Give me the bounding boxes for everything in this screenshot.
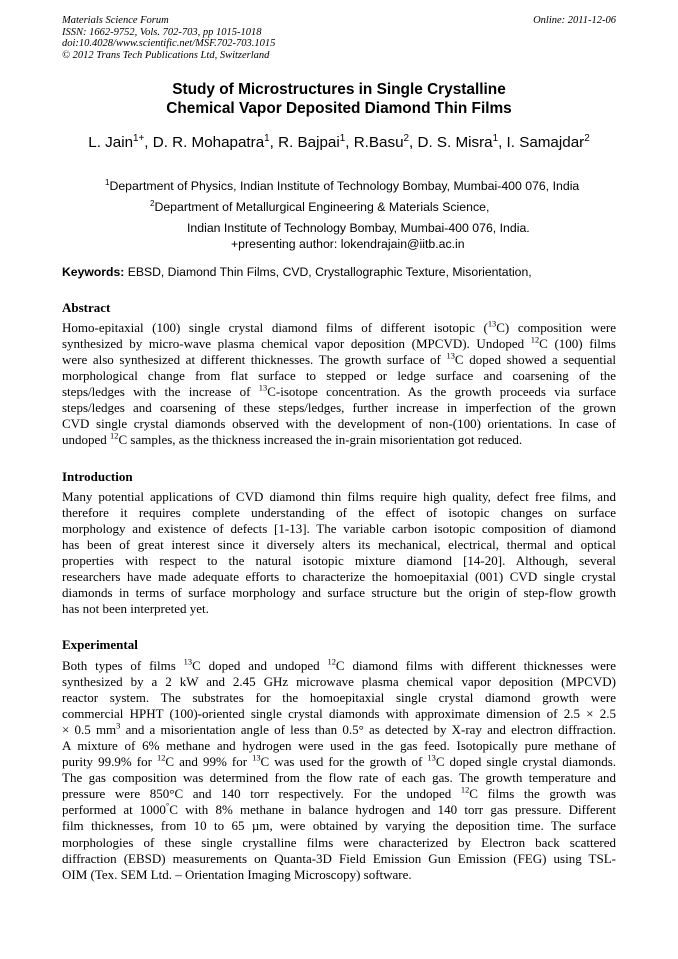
text-line: properties with respect to the natural isotopic mixture diamond [14-20]. Although, several [62, 553, 616, 569]
affiliation-2-continued: Indian Institute of Technology Bombay, Mumbai-400 076, India. [187, 221, 530, 235]
affiliation-1 [105, 178, 579, 194]
keywords [62, 265, 532, 280]
text-line: diamonds in terms of surface morphology and surface structure but the origin of step-flow growth [62, 585, 616, 601]
text-line: synthesized by micro-wave plasma chemical vapor deposition (MPCVD). Undoped $^{12}$C (100) films [62, 336, 616, 352]
text-line: performed at 1000°C with 8% methane in balance hydrogen and 140 torr gas pressure. Different [62, 802, 616, 818]
title-line-2: Chemical Vapor Deposited Diamond Thin Films [166, 100, 512, 117]
text-line: OIM (Tex. SEM Ltd. – Orientation Imaging Microscopy) software. [62, 866, 412, 882]
text-line: commercial HPHT (100)-oriented single crystal diamonds with approximate dimension of 2.5 × 2.5 [62, 706, 616, 722]
author-affiliation-marker: 2 [584, 132, 590, 144]
presenting-author: +presenting author: lokendrajain@iitb.ac.in [231, 237, 465, 251]
text-line: morphologies of these single crystalline films were characterized by Electron back scattered [62, 834, 616, 850]
text-line: has not been interpreted yet. [62, 601, 209, 617]
affiliation-2-marker: 2 [150, 198, 155, 208]
text-line: Many potential applications of CVD diamond thin films require high quality, defect free films, and [62, 489, 616, 504]
author-affiliation-marker: 1+ [133, 132, 145, 144]
text-line: steps/ledges with the increase of $^{13}$C-isotope concentration. As the growth proceeds via surface [62, 384, 616, 400]
journal-name: Materials Science Forum [62, 15, 169, 26]
text-line: Both types of films $^{13}$C doped and undoped $^{12}$C diamond films with different thicknesses were [62, 658, 616, 673]
author-affiliation-marker: 2 [403, 132, 410, 144]
introduction-heading: Introduction [62, 469, 133, 484]
text-line: were also synthesized at different thicknesses. The growth surface of $^{13}$C doped showed a sequential [62, 352, 616, 368]
text-line: morphological change from flat surface to stepped or ledge surface and coarsening of the [62, 368, 616, 384]
author-name: D. S. Misra [417, 134, 493, 151]
author-affiliation-marker: 1 [492, 132, 499, 144]
text-line: has been of great interest since it diversely alters its mechanical, electrical, thermal and optical [62, 537, 616, 553]
text-line: × 0.5 $mm^3$ and a misorientation angle of less than 0.5° as detected by X-ray and electron diffraction. [62, 722, 616, 738]
text-line: synthesized by a 2 kW and 2.45 GHz microwave plasma chemical vapor deposition (MPCVD) [62, 674, 616, 690]
text-line: purity 99.9% for $^{12}$C and 99% for $^{13}$C was used for the growth of $^{13}$C doped single crystal diamonds. [62, 754, 616, 770]
text-line: undoped $^{12}$C samples, as the thickness increased the in-grain misorientation got reduced. [62, 432, 523, 448]
text-line: researchers have made adequate efforts to characterize the homoepitaxial (001) CVD single crystal [62, 569, 616, 585]
text-line: steps/ledges and coarsening of these steps/ledges, further increase in imperfection of the grown [62, 400, 616, 416]
text-line: morphology and existence of defects [1-13]. The variable carbon isotopic composition of diamond [62, 521, 616, 537]
author-list: L. Jain$^{1+}$, D. R. Mohapatra$^1$, R. Bajpai$^1$, R.Basu$^2$, D. S. Misra$^1$, I. Samajdar$^2$ [88, 132, 590, 151]
text-line: A mixture of 6% methane and hydrogen were used in the gas feed. Isotopically pure methane of [62, 738, 616, 754]
text-line: diffraction (EBSD) measurements on Quanta-3D Field Emission Gun Emission (FEG) using TSL- [62, 850, 616, 866]
author-name: L. Jain [88, 134, 134, 151]
affiliation-1-text: Department of Physics, Indian Institute of Technology Bombay, Mumbai-400 076, India [109, 179, 580, 193]
author-affiliation-marker: 1 [339, 132, 346, 144]
experimental-body [62, 658, 616, 883]
author-affiliation-marker: 1 [264, 132, 270, 144]
text-line: Homo-epitaxial (100) single crystal diamond films of different isotopic ($^{13}$C) composition were [62, 320, 616, 335]
online-date: Online: 2011-12-06 [533, 15, 616, 26]
introduction-body [62, 489, 616, 617]
title-line-1: Study of Microstructures in Single Crystalline [172, 81, 506, 98]
author-name: R. Bajpai [278, 134, 340, 151]
text-line: CVD single crystal diamonds observed with the development of non-(100) orientations. In case of [62, 416, 616, 432]
copyright-line: © 2012 Trans Tech Publications Ltd, Switzerland [62, 49, 270, 61]
author-name: D. R. Mohapatra [152, 134, 265, 151]
text-line: The gas composition was determined from the flow rate of each gas. The growth temperature and [62, 770, 616, 786]
paper-title [0, 80, 678, 118]
doi-line: doi:10.4028/www.scientific.net/MSF.702-703.1015 [62, 38, 276, 49]
journal-header [62, 15, 275, 61]
experimental-heading: Experimental [62, 637, 138, 652]
affiliation-2-text: Department of Metallurgical Engineering & Materials Science, [154, 200, 490, 214]
issn-line: ISSN: 1662-9752, Vols. 702-703, pp 1015-1018 [62, 26, 262, 38]
text-line: therefore it requires complete understanding of the effect of isotopic changes on surface [62, 505, 616, 521]
keywords-text: EBSD, Diamond Thin Films, CVD, Crystallographic Texture, Misorientation, [127, 265, 532, 279]
abstract-body [62, 320, 616, 448]
author-name: R.Basu [353, 134, 404, 151]
text-line: reactor system. The substrates for the homoepitaxial single crystal diamond growth were [62, 690, 616, 706]
affiliation-1-marker: 1 [105, 177, 110, 187]
keywords-label: Keywords: [62, 265, 125, 279]
affiliation-2 [150, 199, 489, 215]
abstract-heading: Abstract [62, 300, 111, 315]
text-line: film thicknesses, from 10 to 65 µm, were obtained by varying the deposition time. The surface [62, 818, 616, 834]
text-line: pressure were 850°C and 140 torr respectively. For the undoped $^{12}$C films the growth was [62, 786, 616, 802]
author-name: I. Samajdar [506, 134, 585, 151]
